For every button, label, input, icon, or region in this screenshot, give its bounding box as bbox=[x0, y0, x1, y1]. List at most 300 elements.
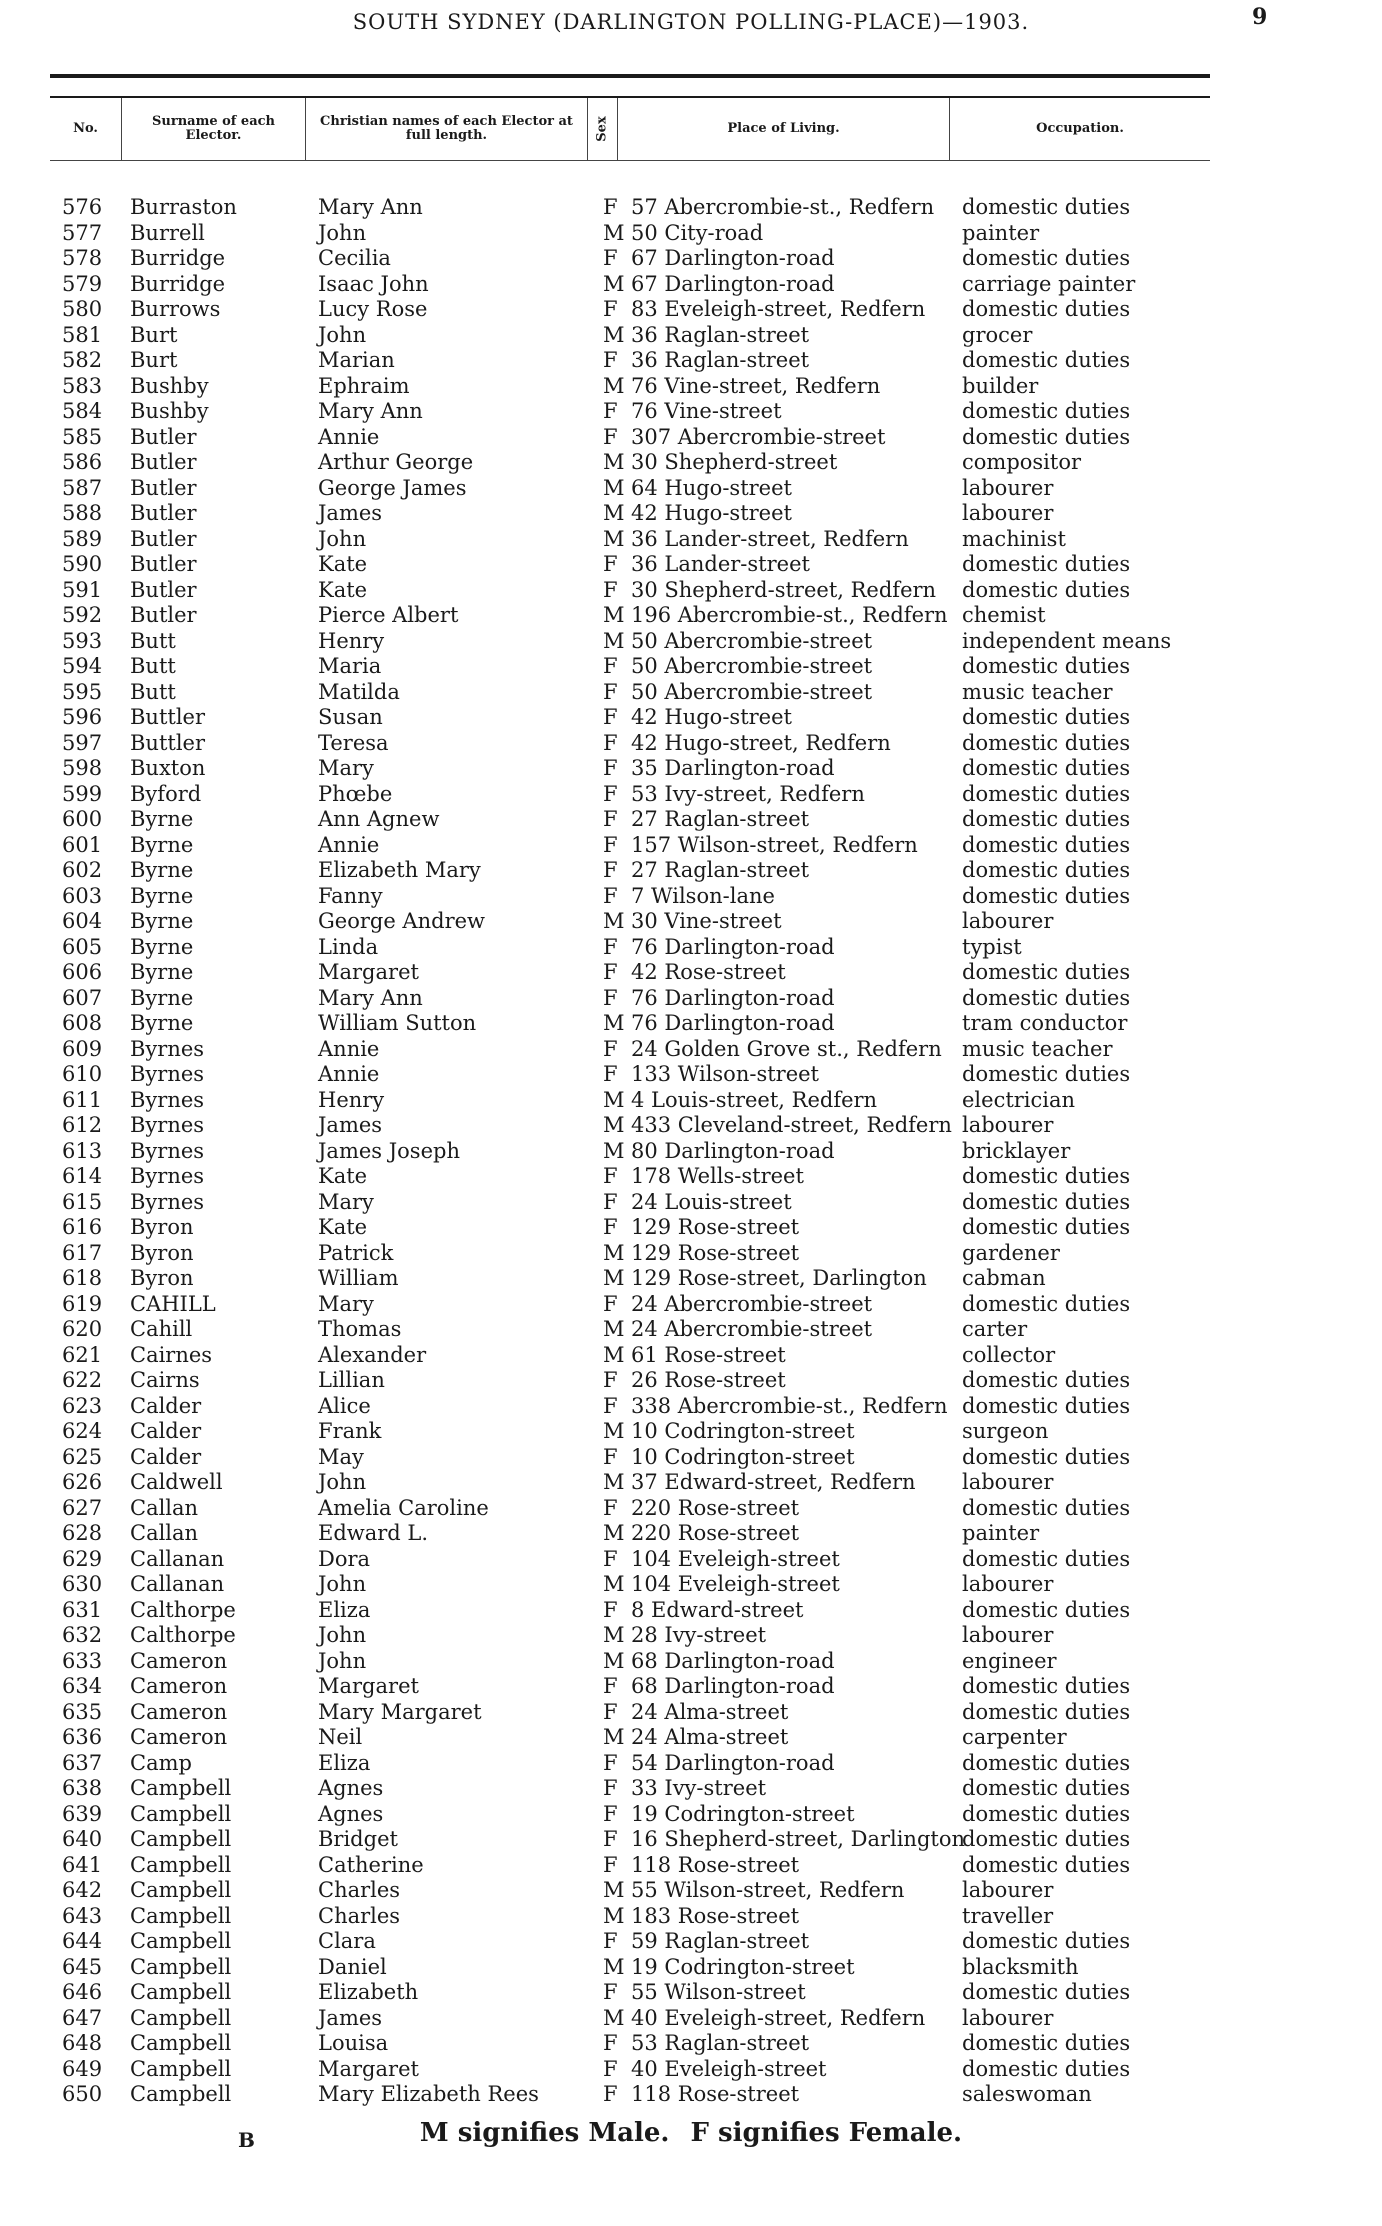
elector-surname: Butler bbox=[130, 552, 197, 576]
elector-occupation: domestic duties bbox=[962, 1393, 1131, 1418]
elector-christian-names: Henry bbox=[318, 628, 385, 653]
column-header-surname: Surname of each Elector. bbox=[122, 98, 306, 160]
elector-christian-names: Lillian bbox=[318, 1368, 385, 1392]
elector-sex: F bbox=[603, 883, 618, 908]
elector-place-of-living: 42 Hugo-street bbox=[631, 501, 792, 525]
elector-surname: Cameron bbox=[130, 1674, 228, 1698]
header-rule-bottom bbox=[50, 160, 1210, 161]
elector-sex: M bbox=[603, 1648, 625, 1673]
elector-sex: F bbox=[603, 1036, 618, 1061]
elector-place-of-living: 24 Golden Grove st., Redfern bbox=[631, 1036, 942, 1061]
elector-surname: Calthorpe bbox=[130, 1623, 236, 1647]
elector-sex: F bbox=[603, 1215, 618, 1239]
elector-christian-names: Alice bbox=[318, 1393, 371, 1418]
elector-row bbox=[0, 756, 1382, 782]
elector-place-of-living: 36 Lander-street, Redfern bbox=[631, 526, 909, 551]
elector-place-of-living: 129 Rose-street, Darlington bbox=[631, 1266, 927, 1290]
electors-list bbox=[0, 195, 1382, 2108]
elector-christian-names: Alexander bbox=[318, 1342, 427, 1367]
elector-surname: Campbell bbox=[130, 2031, 232, 2055]
elector-christian-names: Eliza bbox=[318, 1597, 371, 1622]
elector-row bbox=[0, 1802, 1382, 1828]
elector-occupation: typist bbox=[962, 934, 1022, 959]
elector-sex: M bbox=[603, 1521, 625, 1545]
elector-sex: M bbox=[603, 628, 625, 653]
elector-number: 639 bbox=[62, 1801, 103, 1826]
elector-sex: M bbox=[603, 1903, 625, 1928]
elector-place-of-living: 42 Hugo-street, Redfern bbox=[631, 730, 891, 755]
elector-sex: F bbox=[603, 705, 618, 729]
elector-row bbox=[0, 1368, 1382, 1394]
column-header-occupation: Occupation. bbox=[1036, 121, 1124, 136]
elector-christian-names: Kate bbox=[318, 1215, 368, 1239]
sex-legend bbox=[0, 2118, 1382, 2148]
elector-place-of-living: 307 Abercrombie-street bbox=[631, 424, 886, 449]
elector-place-of-living: 27 Raglan-street bbox=[631, 858, 810, 882]
elector-number: 627 bbox=[62, 1495, 103, 1520]
elector-place-of-living: 67 Darlington-road bbox=[631, 246, 835, 270]
elector-occupation: engineer bbox=[962, 1648, 1057, 1673]
elector-surname: Burraston bbox=[130, 195, 237, 219]
elector-occupation: domestic duties bbox=[962, 1368, 1131, 1392]
elector-place-of-living: 30 Shepherd-street bbox=[631, 450, 838, 474]
elector-place-of-living: 8 Edward-street bbox=[631, 1597, 804, 1622]
page-title: SOUTH SYDNEY (DARLINGTON POLLING-PLACE)—1903. bbox=[352, 10, 1030, 34]
elector-place-of-living: 133 Wilson-street bbox=[631, 1062, 819, 1086]
column-header-place: Place of Living. bbox=[618, 98, 950, 160]
elector-occupation: music teacher bbox=[962, 1036, 1113, 1061]
elector-surname: Callanan bbox=[130, 1546, 225, 1571]
elector-place-of-living: 26 Rose-street bbox=[631, 1368, 786, 1392]
elector-row bbox=[0, 348, 1382, 374]
elector-place-of-living: 76 Darlington-road bbox=[631, 1011, 835, 1035]
elector-surname: Burridge bbox=[130, 246, 226, 270]
elector-christian-names: Arthur George bbox=[318, 450, 474, 474]
elector-christian-names: Agnes bbox=[318, 1801, 384, 1826]
elector-christian-names: May bbox=[318, 1444, 364, 1469]
elector-surname: Byrne bbox=[130, 985, 194, 1010]
elector-occupation: electrician bbox=[962, 1087, 1076, 1112]
elector-place-of-living: 7 Wilson-lane bbox=[631, 883, 775, 908]
elector-place-of-living: 83 Eveleigh-street, Redfern bbox=[631, 297, 926, 321]
elector-number: 585 bbox=[62, 424, 103, 449]
elector-surname: Campbell bbox=[130, 1776, 232, 1800]
elector-sex: F bbox=[603, 195, 618, 219]
elector-sex: F bbox=[603, 297, 618, 321]
elector-row bbox=[0, 1827, 1382, 1853]
elector-place-of-living: 183 Rose-street bbox=[631, 1903, 800, 1928]
elector-place-of-living: 129 Rose-street bbox=[631, 1215, 800, 1239]
elector-number: 635 bbox=[62, 1699, 103, 1724]
elector-occupation: domestic duties bbox=[962, 1495, 1131, 1520]
elector-row bbox=[0, 680, 1382, 706]
elector-row bbox=[0, 807, 1382, 833]
elector-row bbox=[0, 2082, 1382, 2108]
elector-number: 590 bbox=[62, 552, 103, 576]
elector-place-of-living: 76 Vine-street, Redfern bbox=[631, 373, 881, 398]
elector-sex: M bbox=[603, 220, 625, 245]
elector-surname: Byron bbox=[130, 1240, 194, 1265]
elector-occupation: domestic duties bbox=[962, 1852, 1131, 1877]
elector-surname: Campbell bbox=[130, 2082, 232, 2106]
elector-christian-names: Mary Elizabeth Rees bbox=[318, 2082, 539, 2106]
elector-row bbox=[0, 1190, 1382, 1216]
legend-female: F signifies Female. bbox=[690, 2118, 963, 2148]
elector-christian-names: Daniel bbox=[318, 1954, 387, 1979]
elector-number: 636 bbox=[62, 1725, 103, 1749]
elector-occupation: domestic duties bbox=[962, 424, 1131, 449]
elector-row bbox=[0, 527, 1382, 553]
elector-christian-names: Teresa bbox=[318, 730, 389, 755]
elector-surname: Butler bbox=[130, 603, 197, 627]
elector-place-of-living: 118 Rose-street bbox=[631, 2082, 800, 2106]
elector-sex: F bbox=[603, 1827, 618, 1851]
elector-place-of-living: 55 Wilson-street, Redfern bbox=[631, 1878, 905, 1902]
elector-christian-names: Kate bbox=[318, 1164, 368, 1188]
elector-occupation: domestic duties bbox=[962, 1597, 1131, 1622]
elector-surname: Byron bbox=[130, 1266, 194, 1290]
elector-sex: M bbox=[603, 1342, 625, 1367]
elector-christian-names: Pierce Albert bbox=[318, 603, 459, 627]
elector-place-of-living: 36 Lander-street bbox=[631, 552, 810, 576]
elector-occupation: domestic duties bbox=[962, 2056, 1131, 2081]
elector-place-of-living: 35 Darlington-road bbox=[631, 756, 835, 780]
elector-number: 614 bbox=[62, 1164, 103, 1188]
elector-place-of-living: 50 Abercrombie-street bbox=[631, 679, 873, 704]
elector-number: 622 bbox=[62, 1368, 103, 1392]
elector-christian-names: Lucy Rose bbox=[318, 297, 428, 321]
elector-occupation: domestic duties bbox=[962, 348, 1131, 372]
elector-sex: M bbox=[603, 1113, 625, 1137]
elector-place-of-living: 4 Louis-street, Redfern bbox=[631, 1087, 878, 1112]
column-header-sex-label: Sex bbox=[594, 116, 610, 142]
elector-number: 647 bbox=[62, 2005, 103, 2030]
elector-number: 595 bbox=[62, 679, 103, 704]
elector-place-of-living: 157 Wilson-street, Redfern bbox=[631, 832, 918, 857]
elector-row bbox=[0, 731, 1382, 757]
elector-christian-names: Elizabeth bbox=[318, 1980, 419, 2004]
elector-surname: Butler bbox=[130, 526, 197, 551]
elector-number: 580 bbox=[62, 297, 103, 321]
elector-sex: F bbox=[603, 1393, 618, 1418]
elector-sex: M bbox=[603, 1954, 625, 1979]
elector-number: 582 bbox=[62, 348, 103, 372]
elector-sex: F bbox=[603, 934, 618, 959]
elector-row bbox=[0, 1266, 1382, 1292]
elector-place-of-living: 76 Darlington-road bbox=[631, 934, 835, 959]
elector-row bbox=[0, 2031, 1382, 2057]
elector-row bbox=[0, 884, 1382, 910]
elector-christian-names: John bbox=[318, 526, 367, 551]
elector-sex: F bbox=[603, 424, 618, 449]
legend-male: M signifies Male. bbox=[419, 2118, 670, 2148]
elector-number: 598 bbox=[62, 756, 103, 780]
elector-number: 625 bbox=[62, 1444, 103, 1469]
elector-christian-names: Margaret bbox=[318, 1674, 419, 1698]
elector-sex: F bbox=[603, 679, 618, 704]
elector-surname: Burrell bbox=[130, 220, 205, 245]
elector-surname: Campbell bbox=[130, 1827, 232, 1851]
elector-occupation: domestic duties bbox=[962, 1827, 1131, 1851]
elector-occupation: tram conductor bbox=[962, 1011, 1128, 1035]
column-header-sex bbox=[588, 98, 618, 160]
elector-number: 576 bbox=[62, 195, 103, 219]
elector-place-of-living: 24 Abercrombie-street bbox=[631, 1317, 873, 1341]
elector-occupation: domestic duties bbox=[962, 399, 1131, 423]
elector-row bbox=[0, 552, 1382, 578]
elector-surname: Butt bbox=[130, 679, 176, 704]
elector-occupation: traveller bbox=[962, 1903, 1054, 1928]
elector-sex: F bbox=[603, 552, 618, 576]
elector-row bbox=[0, 195, 1382, 221]
elector-sex: F bbox=[603, 1189, 618, 1214]
elector-row bbox=[0, 1521, 1382, 1547]
elector-christian-names: Elizabeth Mary bbox=[318, 858, 481, 882]
elector-place-of-living: 19 Codrington-street bbox=[631, 1954, 855, 1979]
elector-place-of-living: 59 Raglan-street bbox=[631, 1929, 810, 1953]
elector-place-of-living: 50 City-road bbox=[631, 220, 764, 245]
elector-number: 608 bbox=[62, 1011, 103, 1035]
elector-christian-names: John bbox=[318, 220, 367, 245]
elector-sex: M bbox=[603, 475, 625, 500]
elector-occupation: domestic duties bbox=[962, 1801, 1131, 1826]
elector-occupation: labourer bbox=[962, 475, 1054, 500]
elector-number: 632 bbox=[62, 1623, 103, 1647]
elector-surname: Calthorpe bbox=[130, 1597, 236, 1622]
elector-christian-names: George James bbox=[318, 475, 467, 500]
elector-place-of-living: 433 Cleveland-street, Redfern bbox=[631, 1113, 952, 1137]
elector-place-of-living: 76 Vine-street bbox=[631, 399, 782, 423]
elector-surname: Campbell bbox=[130, 1903, 232, 1928]
elector-place-of-living: 55 Wilson-street bbox=[631, 1980, 806, 2004]
elector-occupation: saleswoman bbox=[962, 2082, 1092, 2106]
elector-christian-names: George Andrew bbox=[318, 909, 486, 933]
elector-sex: M bbox=[603, 526, 625, 551]
elector-row bbox=[0, 1470, 1382, 1496]
elector-row bbox=[0, 960, 1382, 986]
elector-place-of-living: 68 Darlington-road bbox=[631, 1674, 835, 1698]
elector-number: 584 bbox=[62, 399, 103, 423]
elector-sex: F bbox=[603, 1699, 618, 1724]
elector-number: 600 bbox=[62, 807, 103, 831]
elector-row bbox=[0, 1623, 1382, 1649]
elector-surname: Byrnes bbox=[130, 1113, 205, 1137]
elector-christian-names: Matilda bbox=[318, 679, 400, 704]
elector-row bbox=[0, 1496, 1382, 1522]
elector-sex: F bbox=[603, 781, 618, 806]
elector-surname: Cairnes bbox=[130, 1342, 213, 1367]
elector-surname: Butler bbox=[130, 577, 197, 602]
elector-christian-names: William Sutton bbox=[318, 1011, 477, 1035]
elector-sex: F bbox=[603, 654, 618, 678]
elector-number: 640 bbox=[62, 1827, 103, 1851]
elector-occupation: domestic duties bbox=[962, 1750, 1131, 1775]
elector-row bbox=[0, 1929, 1382, 1955]
elector-occupation: domestic duties bbox=[962, 985, 1131, 1010]
elector-sex: F bbox=[603, 756, 618, 780]
elector-number: 588 bbox=[62, 501, 103, 525]
elector-sex: F bbox=[603, 577, 618, 602]
elector-sex: F bbox=[603, 1929, 618, 1953]
elector-christian-names: Charles bbox=[318, 1878, 401, 1902]
elector-christian-names: John bbox=[318, 1572, 367, 1596]
elector-row bbox=[0, 501, 1382, 527]
elector-occupation: domestic duties bbox=[962, 1546, 1131, 1571]
elector-occupation: domestic duties bbox=[962, 1215, 1131, 1239]
elector-surname: Byrnes bbox=[130, 1138, 205, 1163]
elector-sex: F bbox=[603, 2082, 618, 2106]
elector-number: 591 bbox=[62, 577, 103, 602]
elector-sex: F bbox=[603, 1368, 618, 1392]
elector-christian-names: Ephraim bbox=[318, 373, 410, 398]
elector-christian-names: John bbox=[318, 1648, 367, 1673]
elector-number: 610 bbox=[62, 1062, 103, 1086]
elector-occupation: labourer bbox=[962, 1470, 1054, 1494]
elector-number: 594 bbox=[62, 654, 103, 678]
elector-occupation: domestic duties bbox=[962, 756, 1131, 780]
page-number: 9 bbox=[1252, 4, 1268, 30]
elector-place-of-living: 129 Rose-street bbox=[631, 1240, 800, 1265]
elector-row bbox=[0, 1776, 1382, 1802]
elector-row bbox=[0, 705, 1382, 731]
elector-row bbox=[0, 1139, 1382, 1165]
elector-christian-names: Phœbe bbox=[318, 781, 393, 806]
elector-place-of-living: 220 Rose-street bbox=[631, 1521, 800, 1545]
elector-place-of-living: 24 Louis-street bbox=[631, 1189, 792, 1214]
elector-row bbox=[0, 1062, 1382, 1088]
elector-place-of-living: 24 Abercrombie-street bbox=[631, 1291, 873, 1316]
elector-number: 589 bbox=[62, 526, 103, 551]
elector-row bbox=[0, 1598, 1382, 1624]
elector-occupation: domestic duties bbox=[962, 1189, 1131, 1214]
elector-row bbox=[0, 399, 1382, 425]
elector-row bbox=[0, 246, 1382, 272]
elector-christian-names: Kate bbox=[318, 577, 368, 602]
elector-sex: F bbox=[603, 985, 618, 1010]
elector-occupation: domestic duties bbox=[962, 1699, 1131, 1724]
elector-christian-names: Edward L. bbox=[318, 1521, 429, 1545]
elector-occupation: labourer bbox=[962, 2005, 1054, 2030]
elector-sex: M bbox=[603, 1317, 625, 1341]
elector-christian-names: Annie bbox=[318, 1036, 380, 1061]
elector-occupation: domestic duties bbox=[962, 705, 1131, 729]
elector-sex: M bbox=[603, 373, 625, 398]
elector-sex: F bbox=[603, 832, 618, 857]
elector-number: 578 bbox=[62, 246, 103, 270]
elector-row bbox=[0, 1878, 1382, 1904]
elector-surname: Burt bbox=[130, 322, 178, 347]
elector-row bbox=[0, 1547, 1382, 1573]
elector-occupation: labourer bbox=[962, 1878, 1054, 1902]
elector-place-of-living: 50 Abercrombie-street bbox=[631, 654, 873, 678]
elector-number: 637 bbox=[62, 1750, 103, 1775]
elector-occupation: domestic duties bbox=[962, 1929, 1131, 1953]
elector-occupation: chemist bbox=[962, 603, 1046, 627]
elector-sex: F bbox=[603, 1444, 618, 1469]
elector-surname: Burt bbox=[130, 348, 178, 372]
elector-sex: F bbox=[603, 1801, 618, 1826]
elector-place-of-living: 36 Raglan-street bbox=[631, 348, 810, 372]
elector-sex: M bbox=[603, 1623, 625, 1647]
elector-occupation: machinist bbox=[962, 526, 1066, 551]
elector-number: 603 bbox=[62, 883, 103, 908]
elector-sex: F bbox=[603, 858, 618, 882]
elector-surname: Calder bbox=[130, 1444, 202, 1469]
elector-sex: M bbox=[603, 603, 625, 627]
elector-place-of-living: 178 Wells-street bbox=[631, 1164, 804, 1188]
elector-row bbox=[0, 374, 1382, 400]
elector-sex: M bbox=[603, 1878, 625, 1902]
column-header-christian-names: Christian names of each Elector at full length. bbox=[306, 98, 588, 160]
elector-row bbox=[0, 603, 1382, 629]
elector-row bbox=[0, 1292, 1382, 1318]
elector-number: 617 bbox=[62, 1240, 103, 1265]
elector-number: 638 bbox=[62, 1776, 103, 1800]
elector-row bbox=[0, 858, 1382, 884]
elector-number: 599 bbox=[62, 781, 103, 806]
elector-number: 592 bbox=[62, 603, 103, 627]
elector-occupation: bricklayer bbox=[962, 1138, 1071, 1163]
elector-sex: M bbox=[603, 1470, 625, 1494]
elector-surname: Byron bbox=[130, 1215, 194, 1239]
elector-sex: F bbox=[603, 1291, 618, 1316]
elector-number: 626 bbox=[62, 1470, 103, 1494]
elector-surname: Cahill bbox=[130, 1317, 193, 1341]
elector-occupation: domestic duties bbox=[962, 2031, 1131, 2055]
elector-occupation: domestic duties bbox=[962, 1291, 1131, 1316]
elector-place-of-living: 104 Eveleigh-street bbox=[631, 1546, 840, 1571]
elector-place-of-living: 42 Hugo-street bbox=[631, 705, 792, 729]
elector-number: 620 bbox=[62, 1317, 103, 1341]
elector-occupation: gardener bbox=[962, 1240, 1060, 1265]
elector-christian-names: Mary Margaret bbox=[318, 1699, 482, 1724]
elector-christian-names: Clara bbox=[318, 1929, 376, 1953]
elector-sex: F bbox=[603, 1674, 618, 1698]
elector-sex: M bbox=[603, 1419, 625, 1443]
elector-row bbox=[0, 2006, 1382, 2032]
elector-christian-names: James bbox=[318, 1113, 383, 1137]
elector-row bbox=[0, 1674, 1382, 1700]
elector-surname: Byrne bbox=[130, 934, 194, 959]
elector-place-of-living: 76 Darlington-road bbox=[631, 985, 835, 1010]
elector-occupation: domestic duties bbox=[962, 1674, 1131, 1698]
elector-row bbox=[0, 1853, 1382, 1879]
elector-row bbox=[0, 1037, 1382, 1063]
elector-number: 633 bbox=[62, 1648, 103, 1673]
elector-christian-names: Ann Agnew bbox=[318, 807, 440, 831]
elector-surname: Callan bbox=[130, 1521, 199, 1545]
elector-row bbox=[0, 629, 1382, 655]
elector-number: 650 bbox=[62, 2082, 103, 2106]
elector-christian-names: Fanny bbox=[318, 883, 383, 908]
elector-surname: Butler bbox=[130, 501, 197, 525]
elector-occupation: domestic duties bbox=[962, 858, 1131, 882]
elector-occupation: domestic duties bbox=[962, 1164, 1131, 1188]
elector-sex: M bbox=[603, 1087, 625, 1112]
elector-number: 581 bbox=[62, 322, 103, 347]
elector-surname: Butler bbox=[130, 450, 197, 474]
elector-surname: Buxton bbox=[130, 756, 206, 780]
elector-occupation: labourer bbox=[962, 1113, 1054, 1137]
elector-number: 577 bbox=[62, 220, 103, 245]
signature-letter: B bbox=[238, 2128, 255, 2152]
elector-number: 613 bbox=[62, 1138, 103, 1163]
elector-sex: F bbox=[603, 1495, 618, 1520]
elector-row bbox=[0, 1700, 1382, 1726]
elector-number: 586 bbox=[62, 450, 103, 474]
elector-row bbox=[0, 476, 1382, 502]
elector-occupation: domestic duties bbox=[962, 246, 1131, 270]
